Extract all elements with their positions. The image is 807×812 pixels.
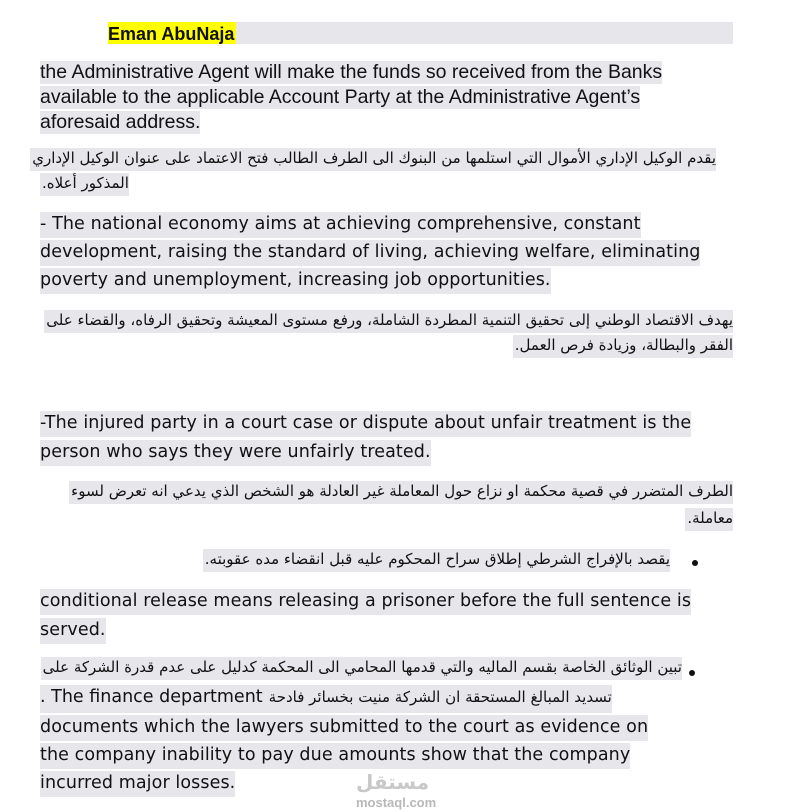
author-name: Eman AbuNaja xyxy=(108,24,235,44)
inline-arabic: تسديد المبالغ المستحقة ان الشركة منيت بخسائر فادحة xyxy=(268,688,612,706)
watermark-text: mostaql.com xyxy=(356,795,437,810)
bullet-icon xyxy=(692,560,698,566)
paragraph-line: development, raising the standard of living, achieving welfare, eliminating xyxy=(40,240,700,266)
paragraph-line-arabic: الطرف المتضرر في قصية محكمة او نزاع حول المعاملة غير العادلة هو الشخص الذي يدعي انه تعرض لسوء xyxy=(69,481,733,504)
paragraph-line: available to the applicable Account Party at the Administrative Agent’s xyxy=(40,86,641,108)
watermark-logo: مستقل xyxy=(356,770,430,794)
paragraph-line: incurred major losses. xyxy=(40,771,235,797)
paragraph-line-arabic: يهدف الاقتصاد الوطني إلى تحقيق التنمية المطردة الشاملة، ورفع مستوى المعيشة وتحقيق الرفاه، والقضاء على xyxy=(44,310,733,333)
mixed-line xyxy=(40,685,612,713)
paragraph-line: poverty and unemployment, increasing job opportunities. xyxy=(40,268,551,294)
bullet-icon xyxy=(689,670,695,676)
paragraph-line-arabic: الفقر والبطالة، وزيادة فرص العمل. xyxy=(513,335,733,358)
paragraph-line: the company inability to pay due amounts show that the company xyxy=(40,743,630,769)
paragraph-line: served. xyxy=(40,618,106,644)
paragraph-line-arabic: يقدم الوكيل الإداري الأموال التي استلمها من البنوك الى الطرف الطالب فتح الاعتماد على عنوان الوكيل الإداري xyxy=(30,148,716,171)
paragraph-line: documents which the lawyers submitted to the court as evidence on xyxy=(40,715,648,741)
paragraph-line: the Administrative Agent will make the funds so received from the Banks xyxy=(40,61,663,83)
paragraph-line: aforesaid address. xyxy=(40,111,201,133)
paragraph-line-arabic: المذكور أعلاه. xyxy=(40,173,129,196)
bullet-item-arabic: يقصد بالإفراج الشرطي إطلاق سراح المحكوم عليه قبل انقضاء مده عقوبته. xyxy=(203,549,670,572)
paragraph-line: - The national economy aims at achieving comprehensive, constant xyxy=(40,212,641,238)
paragraph-line: conditional release means releasing a prisoner before the full sentence is xyxy=(40,589,691,615)
paragraph-line: person who says they were unfairly treated. xyxy=(40,440,431,466)
paragraph-line-arabic: معاملة. xyxy=(685,508,733,531)
inline-english: . The finance department xyxy=(40,687,263,707)
bullet-item-arabic: تبين الوثائق الخاصة بقسم الماليه والتي قدمها المحامي الى المحكمة كدليل على عدم قدرة الشركة على xyxy=(41,657,682,680)
paragraph-line: -The injured party in a court case or dispute about unfair treatment is the xyxy=(40,411,691,437)
